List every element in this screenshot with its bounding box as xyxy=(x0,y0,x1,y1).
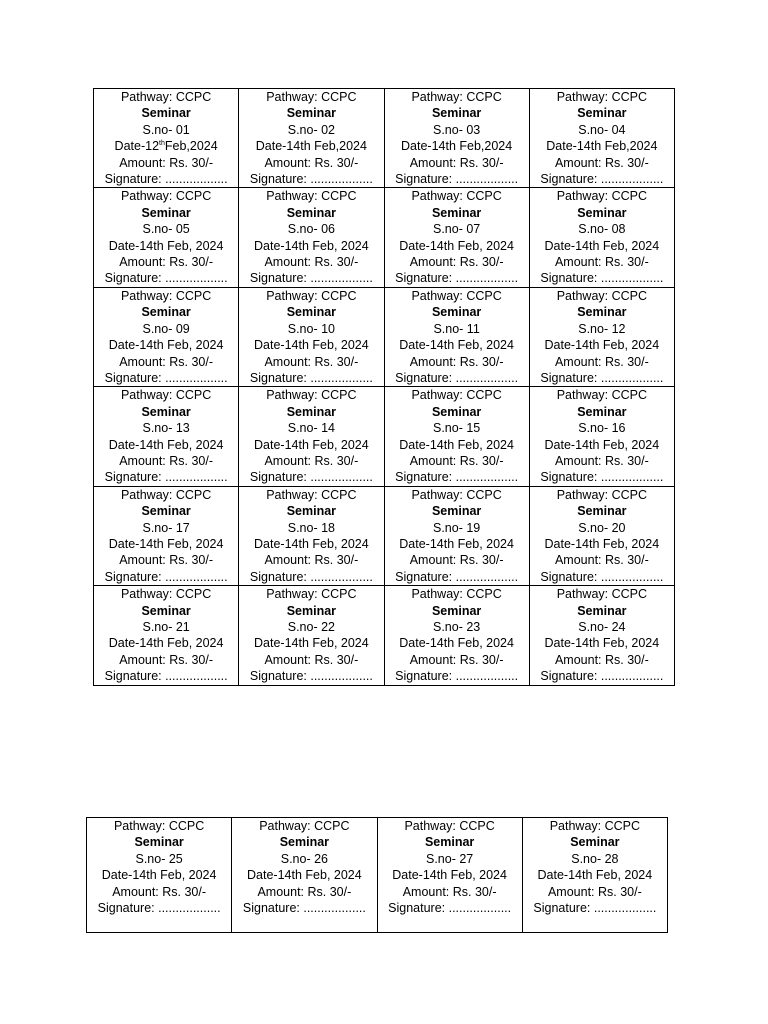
ticket-serial-number: S.no- 08 xyxy=(578,222,626,237)
ticket-date-prefix: Date-12 xyxy=(114,139,160,154)
ticket-pathway: Pathway: CCPC xyxy=(404,819,495,833)
ticket-event: Seminar xyxy=(577,603,627,618)
ticket-row xyxy=(87,818,668,933)
ticket-date: Date-14th Feb, 2024 xyxy=(399,536,514,551)
ticket-serial-number: S.no- 01 xyxy=(142,122,190,137)
ticket-cell xyxy=(384,387,529,486)
ticket-amount: Amount: Rs. 30/- xyxy=(554,553,649,568)
ticket-cell xyxy=(239,486,384,585)
ticket-row xyxy=(94,188,675,287)
ticket-date: Date-14th Feb,2024 xyxy=(255,139,367,154)
ticket-serial-number: S.no- 22 xyxy=(287,620,335,634)
ticket-grid-top xyxy=(93,88,675,686)
ticket-cell xyxy=(522,818,667,933)
ticket-amount: Amount: Rs. 30/- xyxy=(409,553,504,568)
ticket-cell xyxy=(529,188,674,287)
ticket-cell xyxy=(239,586,384,685)
ticket-cell xyxy=(529,287,674,386)
ticket-signature: Signature: .................. xyxy=(395,172,519,187)
ticket-serial-number: S.no- 07 xyxy=(432,222,481,237)
ticket-serial-number: S.no- 17 xyxy=(142,520,190,535)
ticket-amount: Amount: Rs. 30/- xyxy=(554,652,649,667)
ticket-date: Date-14th Feb, 2024 xyxy=(254,338,369,353)
ticket-pathway: Pathway: CCPC xyxy=(120,388,212,403)
ticket-signature: Signature: .................. xyxy=(249,669,373,684)
ticket-pathway: Pathway: CCPC xyxy=(266,487,357,502)
ticket-date: Date-14th Feb, 2024 xyxy=(108,338,224,353)
ticket-cell xyxy=(384,486,529,585)
ticket-pathway: Pathway: CCPC xyxy=(266,288,357,303)
ticket-date: Date-14th Feb,2024 xyxy=(546,139,658,154)
ticket-date: Date-14th Feb, 2024 xyxy=(399,238,514,253)
ticket-serial-number: S.no- 26 xyxy=(280,851,328,866)
ticket-amount: Amount: Rs. 30/- xyxy=(119,255,214,270)
ticket-amount: Amount: Rs. 30/- xyxy=(119,453,214,468)
ticket-serial-number: S.no- 15 xyxy=(432,421,481,436)
ticket-cell xyxy=(94,387,239,486)
ticket-date xyxy=(94,138,238,154)
ticket-amount: Amount: Rs. 30/- xyxy=(554,354,649,369)
ticket-signature: Signature: .................. xyxy=(540,569,664,584)
ticket-serial-number: S.no- 13 xyxy=(142,421,190,436)
ticket-amount: Amount: Rs. 30/- xyxy=(409,453,504,468)
ticket-cell xyxy=(87,818,232,933)
ticket-serial-number: S.no- 28 xyxy=(571,851,619,866)
ticket-amount: Amount: Rs. 30/- xyxy=(554,255,649,270)
ticket-signature: Signature: .................. xyxy=(104,271,228,286)
ticket-date: Date-14th Feb, 2024 xyxy=(108,238,224,253)
ticket-pathway: Pathway: CCPC xyxy=(556,288,648,303)
ticket-pathway: Pathway: CCPC xyxy=(556,90,648,104)
ticket-row xyxy=(94,586,675,685)
ticket-date: Date-14th Feb, 2024 xyxy=(544,636,660,651)
ticket-date: Date-14th Feb, 2024 xyxy=(544,437,660,452)
ticket-signature: Signature: .................. xyxy=(395,370,519,385)
ticket-serial-number: S.no- 05 xyxy=(142,222,190,237)
ticket-signature: Signature: .................. xyxy=(249,271,373,286)
ticket-signature: Signature: .................. xyxy=(242,901,366,916)
ticket-event: Seminar xyxy=(431,504,482,519)
ticket-serial-number: S.no- 10 xyxy=(287,321,335,336)
ticket-serial-number: S.no- 04 xyxy=(578,122,626,137)
ticket-signature: Signature: .................. xyxy=(104,669,228,684)
ticket-amount: Amount: Rs. 30/- xyxy=(257,884,352,899)
ticket-amount: Amount: Rs. 30/- xyxy=(264,453,359,468)
ticket-cell xyxy=(384,287,529,386)
ticket-signature: Signature: .................. xyxy=(104,370,228,385)
ticket-amount: Amount: Rs. 30/- xyxy=(119,354,214,369)
ticket-pathway: Pathway: CCPC xyxy=(266,388,357,403)
ticket-cell xyxy=(94,586,239,685)
ticket-serial-number: S.no- 24 xyxy=(578,620,626,634)
ticket-event: Seminar xyxy=(431,205,482,220)
ticket-event: Seminar xyxy=(134,835,184,850)
ticket-signature: Signature: .................. xyxy=(540,470,664,485)
ticket-date: Date-14th Feb, 2024 xyxy=(392,868,507,883)
ticket-date: Date-14th Feb, 2024 xyxy=(108,437,224,452)
ticket-pathway: Pathway: CCPC xyxy=(259,819,350,833)
ticket-amount: Amount: Rs. 30/- xyxy=(264,155,359,170)
ticket-serial-number: S.no- 14 xyxy=(287,421,335,436)
ticket-date: Date-14th Feb, 2024 xyxy=(399,437,514,452)
ticket-cell xyxy=(239,387,384,486)
ticket-cell xyxy=(239,188,384,287)
ticket-cell xyxy=(94,89,239,188)
ticket-date: Date-14th Feb, 2024 xyxy=(399,338,514,353)
ticket-signature: Signature: .................. xyxy=(540,669,664,684)
ticket-signature: Signature: .................. xyxy=(395,271,519,286)
ticket-cell xyxy=(94,486,239,585)
ticket-event: Seminar xyxy=(141,106,191,121)
ticket-pathway: Pathway: CCPC xyxy=(411,189,502,204)
ticket-amount: Amount: Rs. 30/- xyxy=(409,652,504,667)
ticket-cell xyxy=(529,387,674,486)
ticket-date: Date-14th Feb, 2024 xyxy=(108,536,224,551)
ticket-pathway: Pathway: CCPC xyxy=(411,487,502,502)
ticket-serial-number: S.no- 18 xyxy=(287,520,335,535)
ticket-event: Seminar xyxy=(286,404,337,419)
ticket-event: Seminar xyxy=(279,835,330,850)
ticket-pathway: Pathway: CCPC xyxy=(266,189,357,204)
ticket-event: Seminar xyxy=(286,106,337,121)
ticket-event: Seminar xyxy=(431,603,482,618)
ticket-date: Date-14th Feb, 2024 xyxy=(544,338,660,353)
ticket-cell xyxy=(377,818,522,933)
ticket-amount: Amount: Rs. 30/- xyxy=(554,453,649,468)
ticket-cell xyxy=(529,486,674,585)
ticket-signature: Signature: .................. xyxy=(249,470,373,485)
ticket-signature: Signature: .................. xyxy=(540,271,664,286)
ticket-serial-number: S.no- 25 xyxy=(135,851,183,866)
ticket-serial-number: S.no- 23 xyxy=(432,620,481,634)
ticket-event: Seminar xyxy=(431,404,482,419)
ticket-event: Seminar xyxy=(570,835,620,850)
ticket-event: Seminar xyxy=(141,404,191,419)
ticket-event: Seminar xyxy=(431,305,482,320)
ticket-signature: Signature: .................. xyxy=(540,172,664,187)
ticket-row xyxy=(94,486,675,585)
ticket-serial-number: S.no- 20 xyxy=(578,520,626,535)
ticket-date: Date-14th Feb, 2024 xyxy=(108,636,224,651)
ticket-row xyxy=(94,287,675,386)
ticket-event: Seminar xyxy=(577,106,627,121)
ticket-event: Seminar xyxy=(424,835,475,850)
ticket-cell xyxy=(94,188,239,287)
ticket-event: Seminar xyxy=(141,305,191,320)
ticket-date: Date-14th Feb, 2024 xyxy=(399,636,514,651)
ticket-pathway: Pathway: CCPC xyxy=(556,388,648,403)
ticket-signature: Signature: .................. xyxy=(395,569,519,584)
ticket-date: Date-14th Feb, 2024 xyxy=(101,868,217,883)
ticket-row xyxy=(94,387,675,486)
ticket-pathway: Pathway: CCPC xyxy=(266,587,357,602)
ticket-serial-number: S.no- 03 xyxy=(432,122,481,137)
ticket-event: Seminar xyxy=(577,205,627,220)
ticket-pathway: Pathway: CCPC xyxy=(120,189,212,204)
ticket-amount: Amount: Rs. 30/- xyxy=(402,884,497,899)
ticket-pathway: Pathway: CCPC xyxy=(549,819,641,833)
ticket-date-ordinal: th xyxy=(159,140,165,148)
ticket-amount: Amount: Rs. 30/- xyxy=(409,255,504,270)
ticket-date: Date-14th Feb,2024 xyxy=(401,139,513,154)
ticket-amount: Amount: Rs. 30/- xyxy=(119,155,214,170)
ticket-pathway: Pathway: CCPC xyxy=(411,288,502,303)
ticket-signature: Signature: .................. xyxy=(104,172,228,187)
ticket-event: Seminar xyxy=(286,603,337,618)
ticket-cell xyxy=(384,89,529,188)
ticket-row xyxy=(94,89,675,188)
ticket-signature: Signature: .................. xyxy=(540,370,664,385)
ticket-signature: Signature: .................. xyxy=(249,172,373,187)
ticket-event: Seminar xyxy=(577,504,627,519)
ticket-event: Seminar xyxy=(286,305,337,320)
ticket-pathway: Pathway: CCPC xyxy=(411,388,502,403)
ticket-amount: Amount: Rs. 30/- xyxy=(547,884,642,899)
ticket-cell xyxy=(529,89,674,188)
ticket-amount: Amount: Rs. 30/- xyxy=(264,553,359,568)
ticket-amount: Amount: Rs. 30/- xyxy=(264,255,359,270)
ticket-amount: Amount: Rs. 30/- xyxy=(264,354,359,369)
ticket-serial-number: S.no- 16 xyxy=(578,421,626,436)
ticket-event: Seminar xyxy=(286,205,337,220)
ticket-date: Date-14th Feb, 2024 xyxy=(544,536,660,551)
ticket-cell xyxy=(384,188,529,287)
ticket-event: Seminar xyxy=(286,504,337,519)
ticket-cell xyxy=(384,586,529,685)
ticket-cell xyxy=(94,287,239,386)
ticket-signature: Signature: .................. xyxy=(97,901,221,916)
ticket-signature: Signature: .................. xyxy=(249,370,373,385)
ticket-amount: Amount: Rs. 30/- xyxy=(119,652,214,667)
ticket-serial-number: S.no- 06 xyxy=(287,222,335,237)
ticket-amount: Amount: Rs. 30/- xyxy=(409,354,504,369)
ticket-signature: Signature: .................. xyxy=(533,901,657,916)
ticket-pathway: Pathway: CCPC xyxy=(411,587,502,602)
ticket-signature: Signature: .................. xyxy=(388,901,512,916)
ticket-cell xyxy=(529,586,674,685)
ticket-grid-bottom xyxy=(86,817,668,933)
ticket-serial-number: S.no- 09 xyxy=(142,321,190,336)
ticket-cell xyxy=(232,818,377,933)
ticket-date: Date-14th Feb, 2024 xyxy=(544,238,660,253)
ticket-date: Date-14th Feb, 2024 xyxy=(247,868,362,883)
ticket-serial-number: S.no- 19 xyxy=(432,520,481,535)
ticket-serial-number: S.no- 11 xyxy=(433,321,480,336)
ticket-pathway: Pathway: CCPC xyxy=(556,189,648,204)
ticket-event: Seminar xyxy=(141,603,191,618)
ticket-pathway: Pathway: CCPC xyxy=(556,487,648,502)
ticket-cell xyxy=(239,287,384,386)
ticket-event: Seminar xyxy=(141,205,191,220)
ticket-event: Seminar xyxy=(577,404,627,419)
ticket-amount: Amount: Rs. 30/- xyxy=(409,155,504,170)
ticket-amount: Amount: Rs. 30/- xyxy=(112,884,207,899)
ticket-pathway: Pathway: CCPC xyxy=(120,90,212,104)
ticket-serial-number: S.no- 12 xyxy=(578,321,626,336)
ticket-date: Date-14th Feb, 2024 xyxy=(254,238,369,253)
ticket-date: Date-14th Feb, 2024 xyxy=(254,636,369,651)
ticket-serial-number: S.no- 21 xyxy=(142,620,190,634)
ticket-event: Seminar xyxy=(577,305,627,320)
ticket-date: Date-14th Feb, 2024 xyxy=(254,536,369,551)
ticket-amount: Amount: Rs. 30/- xyxy=(119,553,214,568)
ticket-date: Date-14th Feb, 2024 xyxy=(537,868,653,883)
ticket-pathway: Pathway: CCPC xyxy=(120,587,212,602)
ticket-signature: Signature: .................. xyxy=(395,669,519,684)
ticket-amount: Amount: Rs. 30/- xyxy=(264,652,359,667)
ticket-pathway: Pathway: CCPC xyxy=(120,288,212,303)
ticket-pathway: Pathway: CCPC xyxy=(120,487,212,502)
ticket-pathway: Pathway: CCPC xyxy=(411,90,502,104)
ticket-date: Date-14th Feb, 2024 xyxy=(254,437,369,452)
ticket-signature: Signature: .................. xyxy=(104,569,228,584)
ticket-date-suffix: Feb,2024 xyxy=(164,139,218,154)
ticket-pathway: Pathway: CCPC xyxy=(556,587,648,602)
ticket-pathway: Pathway: CCPC xyxy=(113,819,205,833)
ticket-signature: Signature: .................. xyxy=(395,470,519,485)
ticket-serial-number: S.no- 02 xyxy=(287,122,335,137)
ticket-cell xyxy=(239,89,384,188)
ticket-amount: Amount: Rs. 30/- xyxy=(554,155,649,170)
ticket-pathway: Pathway: CCPC xyxy=(266,90,357,104)
ticket-event: Seminar xyxy=(141,504,191,519)
ticket-serial-number: S.no- 27 xyxy=(425,851,474,866)
ticket-event: Seminar xyxy=(431,106,482,121)
ticket-signature: Signature: .................. xyxy=(249,569,373,584)
ticket-signature: Signature: .................. xyxy=(104,470,228,485)
